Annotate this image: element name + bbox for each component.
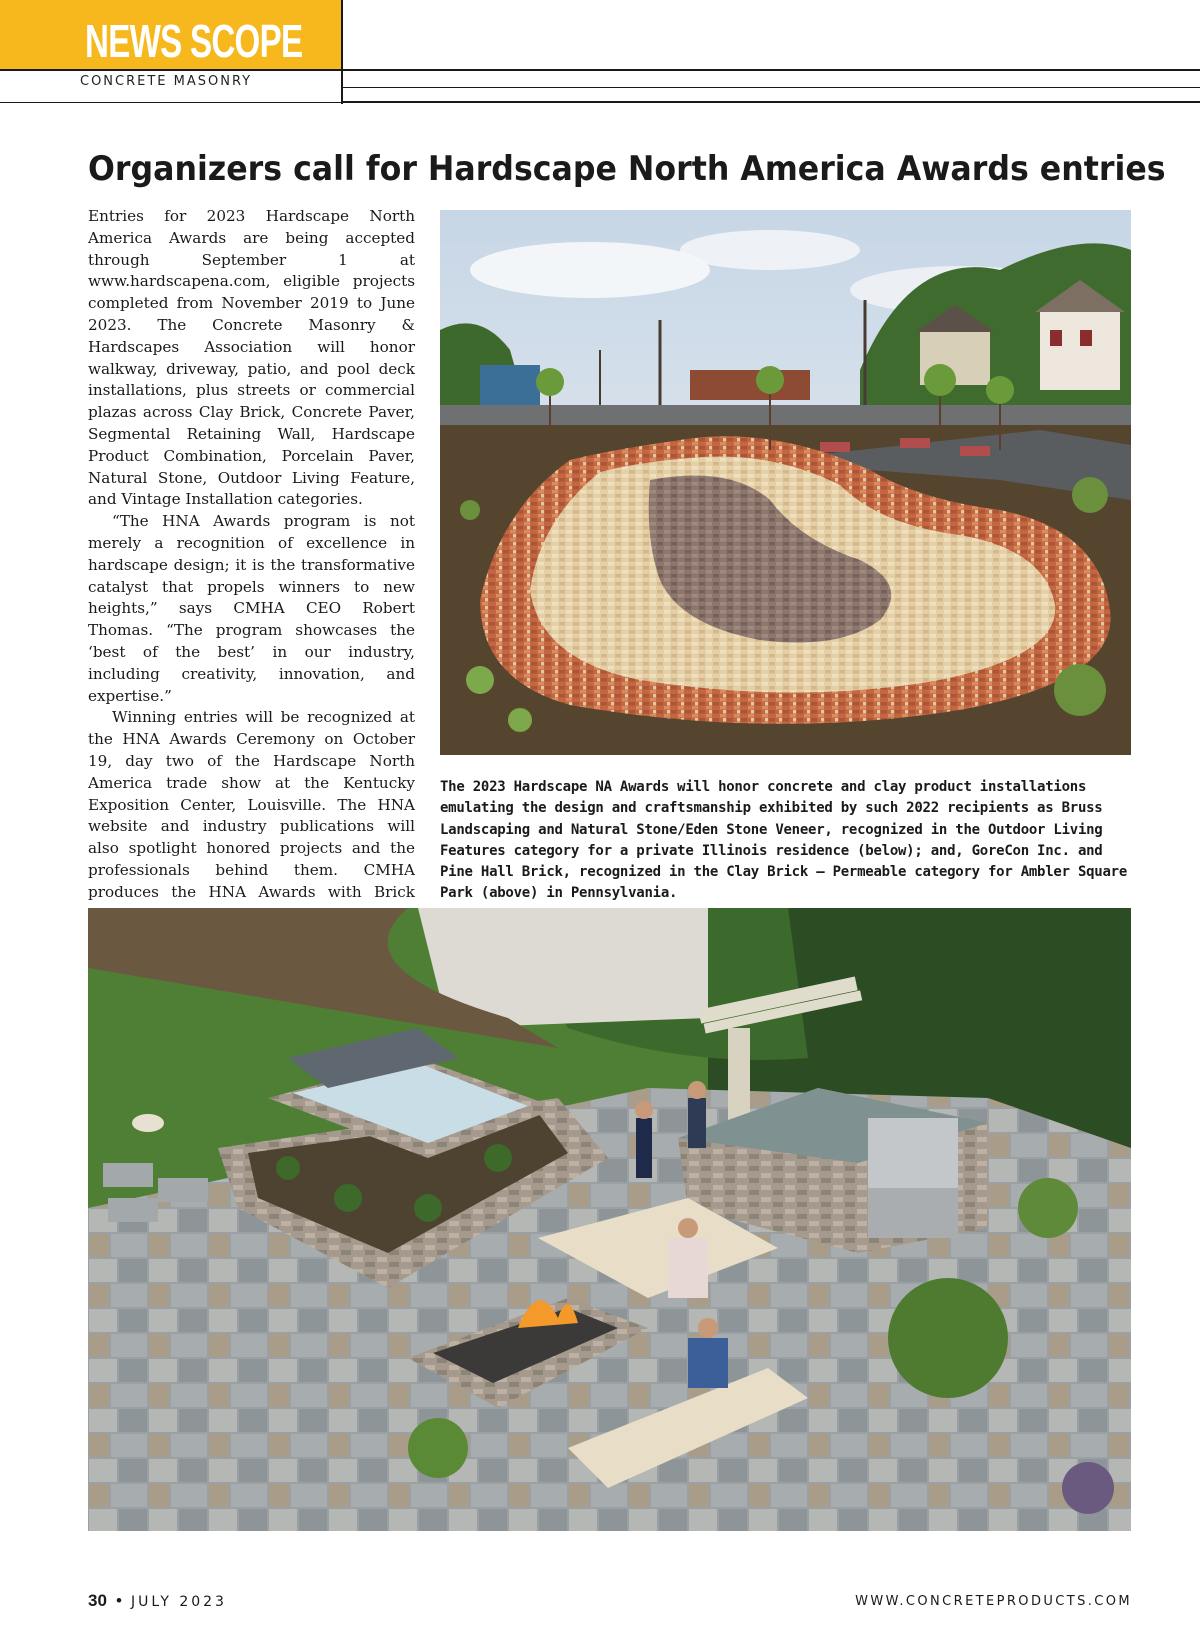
paver-plaza-photo bbox=[440, 210, 1131, 755]
article-headline: Organizers call for Hardscape North America Awards entries bbox=[88, 149, 1166, 189]
header-rule-top bbox=[0, 69, 1200, 71]
header-rule-middle bbox=[343, 87, 1200, 88]
header-left-rule bbox=[0, 102, 343, 103]
subsection-label: CONCRETE MASONRY bbox=[80, 74, 253, 89]
issue-date: JULY 2023 bbox=[131, 1594, 227, 1610]
article-paragraph: “The HNA Awards program is not merely a recognition of excellence in hardscape design; it is the transformative catalyst that propels winners to new heights,” says CMHA CEO Robert Thomas. “The program showcases the ‘best of the best’ in our industry, including creativity, innovation, and expertise.” bbox=[88, 512, 415, 705]
article-paragraph: Winning entries will be recognized at the HNA Awards Ceremony on October 19, day two of the Hardscape North America trade show at the Kentucky Exposition Center, Louisville. The HNA website and industry publications will also spotlight honored projects and the professionals behind them. CMHA produces the HNA Awards with Brick bbox=[88, 708, 415, 901]
footer-bullet: • bbox=[116, 1591, 122, 1610]
article-paragraph: Entries for 2023 Hardscape North America Awards are being accepted through September 1 at www.hardscapena.com, eligible projects completed from November 2019 to June 2023. The Concrete Masonry & Hardscapes Association will honor walkway, driveway, patio, and pool deck installations, plus streets or commercial plazas across Clay Brick, Concrete Paver, Segmental Retaining Wall, Hardscape Product Combination, Porcelain Paver, Natural Stone, Outdoor Living Feature, and Vintage Installation categories. bbox=[88, 207, 415, 509]
photo-caption: The 2023 Hardscape NA Awards will honor concrete and clay product installations emulating the design and craftsmanship exhibited by such 2022 recipients as Bruss Landscaping and Natural Stone/Eden Stone Veneer, recognized in the Outdoor Living Features category for a private Illinois residence (below); and, GoreCon Inc. and Pine Hall Brick, recognized in the Clay Brick – Permeable category for Ambler Square Park (above) in Pennsylvania. bbox=[440, 779, 1128, 902]
article-body bbox=[88, 206, 415, 991]
header-rule-bottom bbox=[343, 101, 1200, 103]
section-title: NEWS SCOPE bbox=[85, 15, 303, 67]
backyard-patio-photo bbox=[88, 908, 1131, 1531]
page-number: 30 bbox=[88, 1591, 107, 1610]
website-url[interactable]: WWW.CONCRETEPRODUCTS.COM bbox=[855, 1594, 1132, 1609]
